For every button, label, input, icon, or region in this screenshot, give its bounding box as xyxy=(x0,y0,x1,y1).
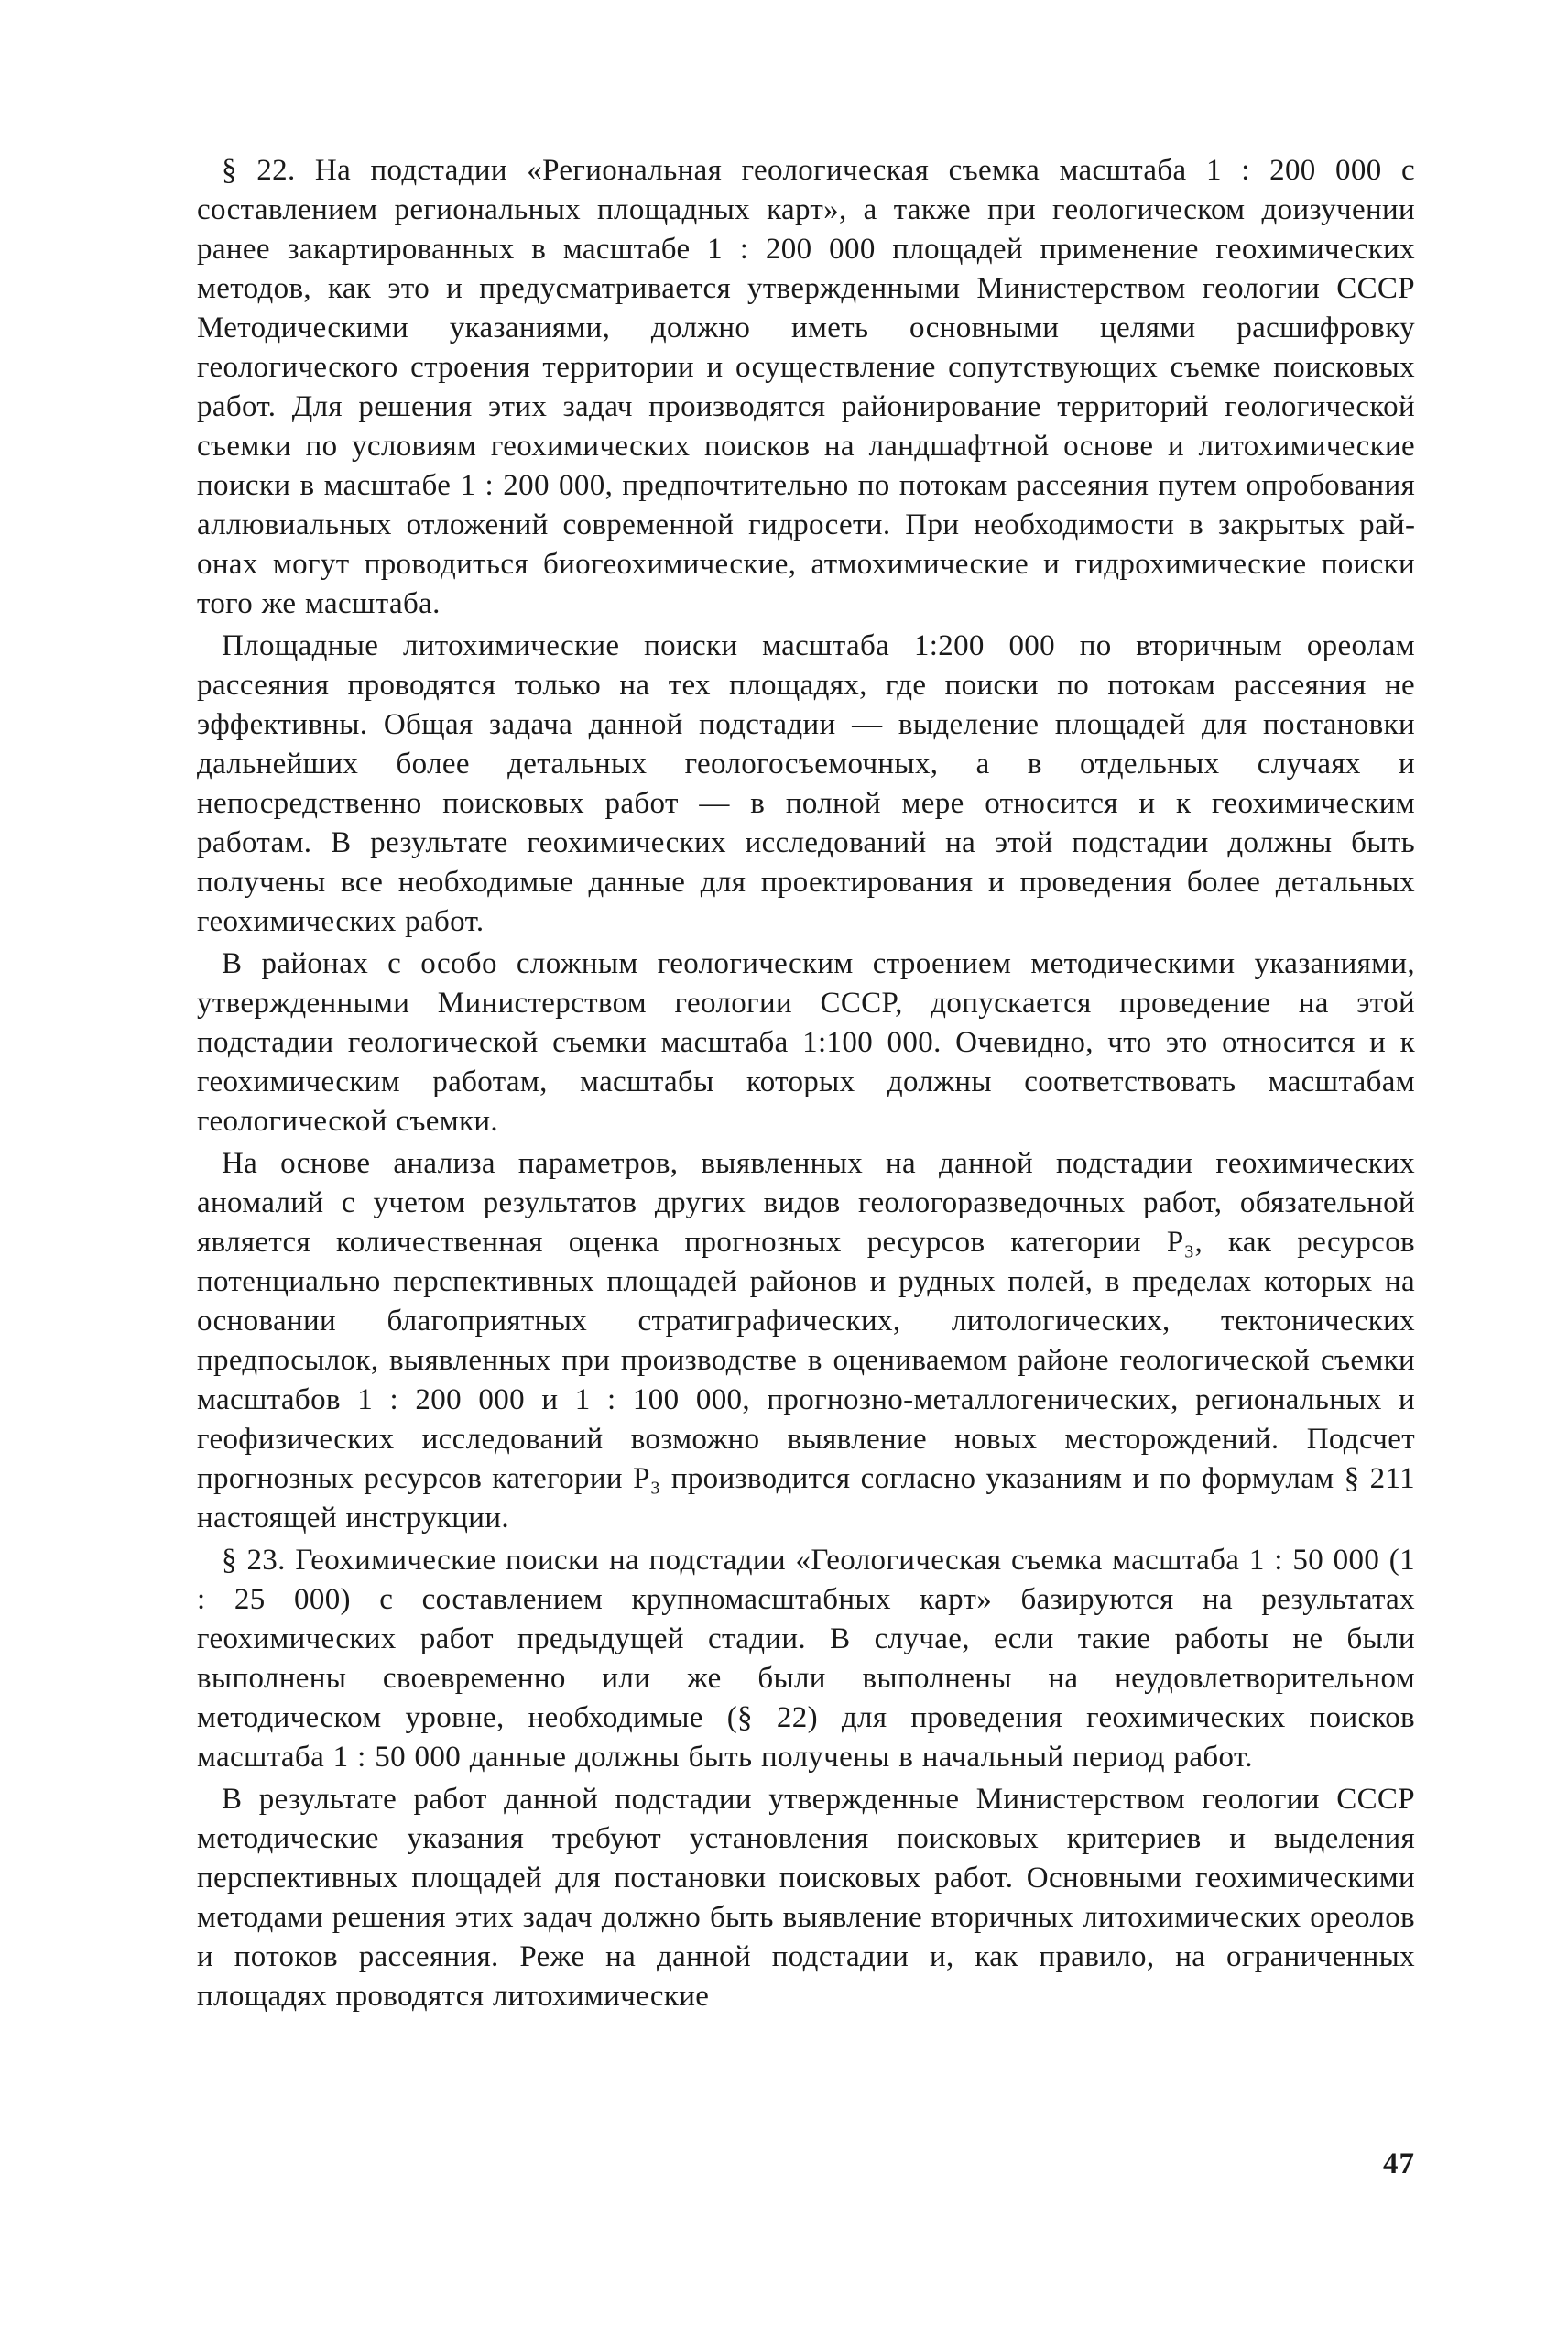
paragraph-results: В результате работ данной подстадии утвержденные Министерством геологии СССР методические указания требуют установления поисковых критериев и выделения перспективных площадей для постановки поисковых работ. Основными геохимическими методами решения этих задач должно быть выявление вторичных литохимических ореолов и потоков рассеяния. Реже на данной подстадии и, как правило, на ограниченных площадях проводятся литохимические xyxy=(197,1783,1415,2013)
paragraph-section-23: § 23. Геохимические поиски на подстадии «Геологическая съемка масштаба 1 : 50 000 (1 : 25 000) с составлением крупномасштабных карт» базируются на результатах геохимических работ предыдущей стадии. В случае, если такие работы не были выполнены своевременно или же были выполнены на неудовлетворительном методическом уровне, необходимые (§ 22) для проведения геохимических поисков масштаба 1 : 50 000 данные должны быть получены в начальный период работ. xyxy=(197,1544,1415,1774)
paragraph-section-22: § 22. На подстадии «Региональная геологическая съемка масштаба 1 : 200 000 с составлением региональных площадных карт», а также при геологическом доизучении ранее закартированных в масштабе 1 : 200 000 площадей применение геохимических методов, как это и предусматривается утвержденными Министерством геологии СССР Методическими указаниями, должно иметь основными целями расшифровку геологического строения территории и осуществление сопутствующих съемке поисковых работ. Для решения этих задач производятся районирование территорий геологической съемки по условиям геохимических поисков на ландшафтной основе и литохимические поиски в масштабе 1 : 200 000, предпочтительно по потокам рассеяния путем опробования аллювиальных отложений современной гидросети. При необходимости в закрытых районах могут проводиться биогеохимические, атмохимические и гидрохимические поиски того же масштаба. xyxy=(197,154,1415,620)
page-body xyxy=(197,151,1415,2016)
paragraph-areal-prospecting: Площадные литохимические поиски масштаба 1:200 000 по вторичным ореолам рассеяния проводятся только на тех площадях, где поиски по потокам рассеяния не эффективны. Общая задача данной подстадии — выделение площадей для постановки дальнейших более детальных геологосъемочных, а в отдельных случаях и непосредственно поисковых работ — в полной мере относится и к геохимическим работам. В результате геохимических исследований на этой подстадии должны быть получены все необходимые данные для проектирования и проведения более детальных геохимических работ. xyxy=(197,629,1415,938)
paragraph-complex-regions: В районах с особо сложным геологическим строением методическими указаниями, утвержденными Министерством геологии СССР, допускается проведение на этой подстадии геологической съемки масштаба 1:100 000. Очевидно, что это относится и к геохимическим работам, масштабы которых должны соответствовать масштабам геологической съемки. xyxy=(197,947,1415,1138)
page-number: 47 xyxy=(1383,2147,1415,2180)
paragraph-resource-estimation: На основе анализа параметров, выявленных на данной подстадии геохимических аномалий с учетом результатов других видов геологоразведочных работ, обязательной является количественная оценка прогнозных ресурсов категории Р₃, как ресурсов потенциально перспективных площадей районов и рудных полей, в пределах которых на основании благоприятных стратиграфических, литологических, тектонических предпосылок, выявленных при производстве в оцениваемом районе геологической съемки масштабов 1 : 200 000 и 1 : 100 000, прогнозно-металлогенических, региональных и геофизических исследований возможно выявление новых месторождений. Подсчет прогнозных ресурсов категории Р₃ производится согласно указаниям и по формулам § 211 настоящей инструкции. xyxy=(197,1147,1415,1534)
